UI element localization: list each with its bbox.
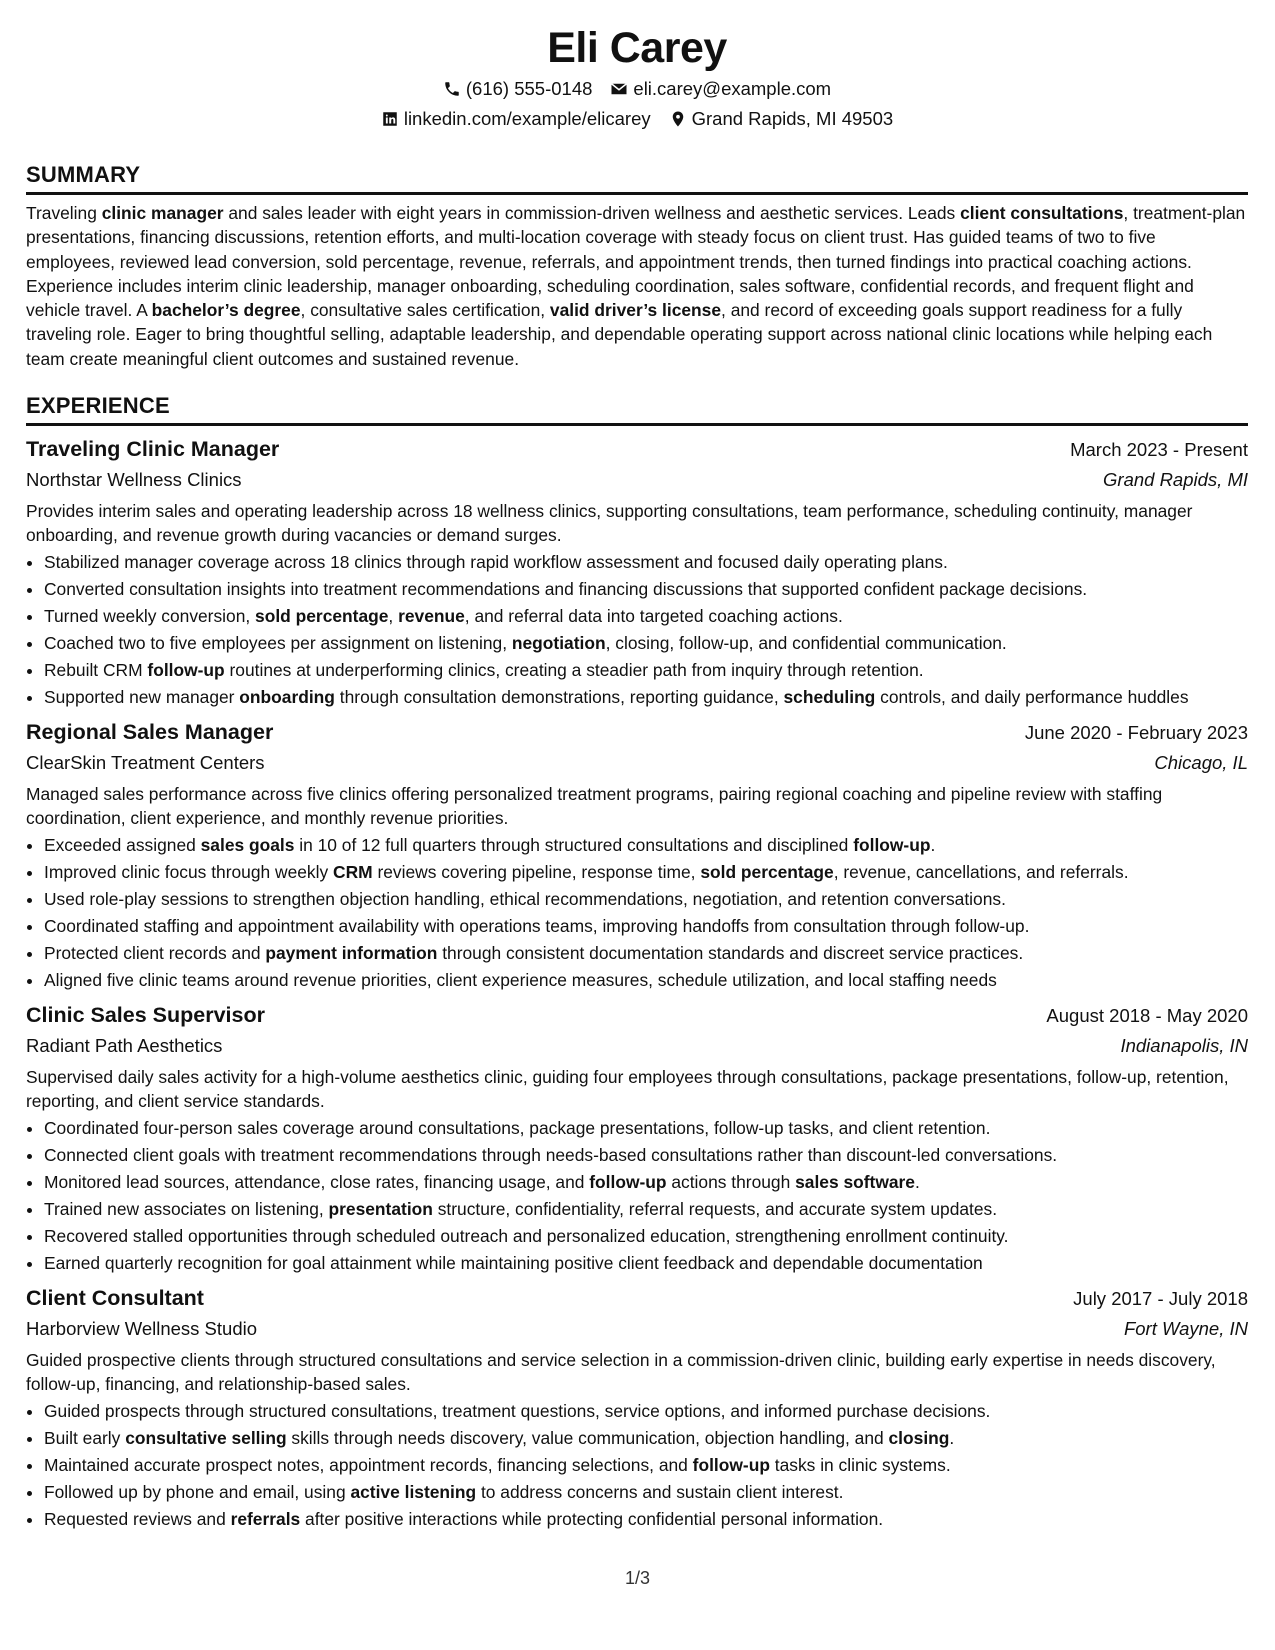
job-location: Indianapolis, IN [1120, 1034, 1248, 1056]
bullet-item: • Improved clinic focus through weekly CRM reviews covering pipeline, response time, sold percentage, revenue, cancellations, and referrals. [44, 860, 1248, 884]
contact-location [669, 104, 894, 134]
phone-icon [443, 80, 461, 98]
job-company: ClearSkin Treatment Centers [26, 752, 265, 774]
bold-keyword: consultative selling [125, 1427, 287, 1448]
bullet-item: • Maintained accurate prospect notes, appointment records, financing selections, and follow-up tasks in clinic systems. [44, 1453, 1248, 1477]
bold-keyword: valid driver’s license [549, 300, 722, 321]
bullet-item: • Monitored lead sources, attendance, close rates, financing usage, and follow-up actions through sales software. [44, 1170, 1248, 1194]
job-description: Managed sales performance across five clinics offering personalized treatment programs, pairing regional coaching and pipeline review with staffing coordination, client experience, and monthly revenue priorities. [26, 784, 1163, 829]
bullet-item: • Requested reviews and referrals after positive interactions while protecting confidential personal information. [44, 1507, 1248, 1531]
job-title: Traveling Clinic Manager [26, 437, 280, 462]
summary-heading: SUMMARY [26, 160, 1248, 195]
bold-keyword: onboarding [239, 686, 335, 707]
bold-keyword: closing [888, 1427, 950, 1448]
bullet-item: • Coordinated staffing and appointment availability with operations teams, improving handoffs from consultation through follow-up. [44, 914, 1248, 938]
job-bullets [26, 1399, 1248, 1531]
job-entry [26, 1000, 1248, 1275]
bullet-item: • Converted consultation insights into treatment recommendations and financing discussions that supported confident package decisions. [44, 577, 1248, 601]
bold-keyword: follow-up [589, 1171, 667, 1192]
bullet-item: • Coached two to five employees per assignment on listening, negotiation, closing, follow-up, and confidential communication. [44, 631, 1248, 655]
envelope-icon [610, 80, 628, 98]
email-text[interactable]: eli.carey@example.com [633, 78, 832, 99]
summary-text: Traveling clinic manager and sales leader with eight years in commission-driven wellness and aesthetic services. Leads client consultations, treatment-plan presentations, financing discussions, retention efforts, and multi-location coverage with steady focus on client trust. Has guided teams of two to five employees, reviewed lead conversion, sold percentage, revenue, referrals, and appointment trends, then turned findings into practical coaching actions. Experience includes interim clinic leadership, manager onboarding, scheduling coordination, sales software, confidential records, and frequent flight and vehicle travel. A bachelor’s degree, consultative sales certification, valid driver’s license, and record of exceeding goals support readiness for a fully traveling role. Eager to bring thoughtful selling, adaptable leadership, and dependable operating support across national clinic locations while helping each team create meaningful client outcomes and sustained revenue. [26, 203, 1246, 369]
job-title: Regional Sales Manager [26, 720, 274, 745]
job-description: Guided prospective clients through structured consultations and service selection in a commission-driven clinic, building early expertise in needs discovery, follow-up, financing, and relationship-based sales. [26, 1349, 1216, 1395]
bullet-item: • Followed up by phone and email, using active listening to address concerns and sustain client interest. [44, 1480, 1248, 1504]
job-dates: August 2018 - May 2020 [1046, 1004, 1248, 1026]
bullet-item: • Turned weekly conversion, sold percentage, revenue, and referral data into targeted coaching actions. [44, 604, 1248, 628]
phone-text: (616) 555-0148 [465, 78, 593, 99]
bold-keyword: scheduling [783, 686, 876, 707]
bold-keyword: client consultations [960, 203, 1124, 223]
bullet-item: • Earned quarterly recognition for goal attainment while maintaining positive client feedback and dependable documentation [44, 1251, 1248, 1275]
job-location: Chicago, IL [1154, 752, 1248, 774]
job-dates: June 2020 - February 2023 [1024, 722, 1248, 744]
job-description: Supervised daily sales activity for a high-volume aesthetics clinic, guiding four employees through consultations, package presentations, follow-up, retention, reporting, and client service standards. [26, 1066, 1229, 1112]
bullet-item: • Protected client records and payment information through consistent documentation standards and discreet service practices. [44, 941, 1248, 965]
contact-phone [443, 74, 593, 104]
bullet-item: • Rebuilt CRM follow-up routines at underperforming clinics, creating a steadier path from inquiry through retention. [44, 658, 1248, 682]
bullet-item: • Exceeded assigned sales goals in 10 of 12 full quarters through structured consultations and disciplined follow-up. [44, 833, 1248, 857]
candidate-name: Eli Carey [547, 24, 727, 72]
job-company: Radiant Path Aesthetics [26, 1034, 223, 1056]
bullet-item: • Aligned five clinic teams around revenue priorities, client experience measures, schedule utilization, and local staffing needs [44, 968, 1248, 992]
bold-keyword: bachelor’s degree [151, 300, 301, 321]
job-entry [26, 434, 1248, 709]
bold-keyword: follow-up [147, 659, 225, 680]
job-entry [26, 717, 1248, 992]
experience-list [26, 434, 1248, 1531]
bullet-item: • Connected client goals with treatment recommendations through needs-based consultations rather than discount-led conversations. [44, 1143, 1248, 1167]
bullet-item: • Supported new manager onboarding through consultation demonstrations, reporting guidance, scheduling controls, and daily performance huddles [44, 685, 1248, 709]
bold-keyword: payment information [265, 942, 438, 963]
bold-keyword: CRM [333, 862, 373, 883]
job-dates: July 2017 - July 2018 [1073, 1287, 1248, 1309]
job-dates: March 2023 - Present [1070, 439, 1248, 461]
page-number: 1/3 [624, 1568, 651, 1588]
bold-keyword: follow-up [853, 835, 931, 856]
bold-keyword: sold percentage [700, 862, 834, 883]
linkedin-text[interactable]: linkedin.com/example/elicarey [403, 108, 651, 129]
job-entry [26, 1283, 1248, 1531]
contact-email[interactable] [610, 74, 831, 104]
bullet-item: • Built early consultative selling skills through needs discovery, value communication, objection handling, and closing. [44, 1426, 1248, 1450]
bold-keyword: presentation [328, 1198, 433, 1219]
job-description: Provides interim sales and operating leadership across 18 wellness clinics, supporting consultations, team performance, scheduling continuity, manager onboarding, and revenue growth during vacancies or demand surges. [26, 501, 1193, 546]
bullet-item: • Coordinated four-person sales coverage around consultations, package presentations, follow-up tasks, and client retention. [44, 1116, 1248, 1140]
bold-keyword: sales goals [200, 835, 295, 856]
bold-keyword: negotiation [511, 632, 606, 653]
bullet-item: • Recovered stalled opportunities through scheduled outreach and personalized education, strengthening enrollment continuity. [44, 1224, 1248, 1248]
bold-keyword: active listening [350, 1481, 477, 1502]
experience-heading: EXPERIENCE [26, 391, 1248, 426]
job-bullets [26, 1116, 1248, 1275]
job-title: Clinic Sales Supervisor [26, 1002, 265, 1027]
map-pin-icon [669, 110, 687, 128]
job-company: Harborview Wellness Studio [26, 1317, 258, 1339]
location-text: Grand Rapids, MI 49503 [691, 108, 894, 129]
bold-keyword: referrals [230, 1508, 301, 1529]
bold-keyword: clinic manager [101, 203, 224, 223]
bold-keyword: revenue [398, 606, 465, 627]
bold-keyword: sales software [795, 1171, 915, 1192]
bullet-item: • Used role-play sessions to strengthen objection handling, ethical recommendations, negotiation, and retention conversations. [44, 887, 1248, 911]
bullet-item: • Stabilized manager coverage across 18 clinics through rapid workflow assessment and focused daily operating plans. [44, 550, 1248, 574]
contact-row-2 [26, 104, 1248, 134]
bullet-item: • Trained new associates on listening, presentation structure, confidentiality, referral requests, and accurate system updates. [44, 1197, 1248, 1221]
job-company: Northstar Wellness Clinics [26, 469, 242, 491]
bold-keyword: follow-up [692, 1454, 770, 1475]
bullet-item: • Guided prospects through structured consultations, treatment questions, service options, and informed purchase decisions. [44, 1399, 1248, 1423]
job-location: Fort Wayne, IN [1123, 1317, 1248, 1339]
job-bullets [26, 550, 1248, 709]
linkedin-icon [381, 110, 399, 128]
job-title: Client Consultant [26, 1285, 204, 1310]
job-bullets [26, 833, 1248, 992]
bold-keyword: sold percentage [255, 606, 389, 627]
contact-row-1 [26, 74, 1248, 104]
resume-page [26, 22, 1248, 1531]
contact-linkedin[interactable] [381, 104, 651, 134]
job-location: Grand Rapids, MI [1103, 469, 1248, 491]
resume-header [26, 22, 1248, 134]
